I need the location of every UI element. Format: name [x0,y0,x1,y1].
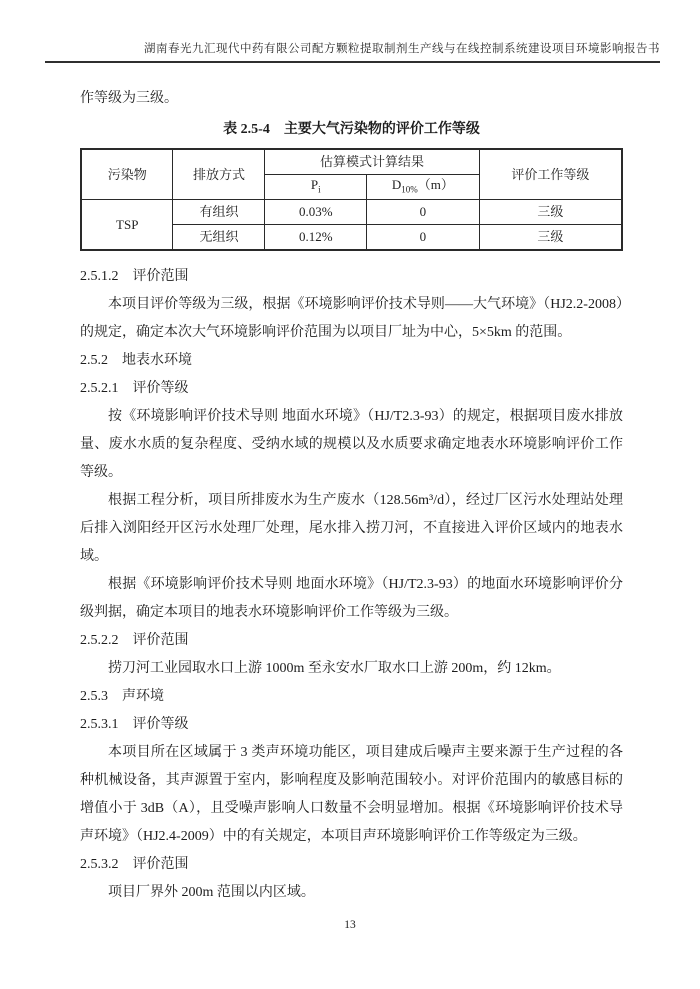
cell-d: 0 [367,225,480,251]
cell-pollutant: TSP [81,200,173,251]
section-heading-2-5-2-1: 2.5.2.1 评价等级 [80,381,189,396]
section-heading-2-5-2-2: 2.5.2.2 评价范围 [80,633,189,648]
paragraph-water-grade-conclusion: 根据《环境影响评价技术导则 地面水环境》（HJ/T2.3-93）的地面水环境影响评价分级判据，确定本项目的地表水环境影响评价工作等级为三级。 [80,577,623,620]
table-header-row-1 [81,149,622,175]
cell-pi: 0.03% [265,200,367,225]
section-heading-2-5-2: 2.5.2 地表水环境 [80,353,192,368]
header-cell-emission-mode: 排放方式 [173,149,265,200]
cell-d: 0 [367,200,480,225]
pollutant-evaluation-table [80,148,623,251]
paragraph-water-grade-basis: 按《环境影响评价技术导则 地面水环境》（HJ/T2.3-93）的规定，根据项目废水排放量、废水水质的复杂程度、受纳水域的规模以及水质要求确定地表水环境影响评价工作等级。 [80,409,623,480]
header-cell-estimation-result: 估算模式计算结果 [265,149,479,175]
paragraph-water-scope: 捞刀河工业园取水口上游 1000m 至永安水厂取水口上游 200m，约 12km。 [108,661,561,676]
pi-base: P [310,176,319,192]
continuation-paragraph: 作等级为三级。 [80,91,178,106]
table-caption: 表 2.5-4 主要大气污染物的评价工作等级 [223,122,480,137]
cell-mode: 有组织 [173,200,265,225]
cell-grade: 三级 [479,225,622,251]
paragraph-wastewater-analysis: 根据工程分析，项目所排废水为生产废水（128.56m³/d），经过厂区污水处理站处理后排入浏阳经开区污水处理厂处理，尾水排入捞刀河，不直接进入评价区域内的地表水域。 [80,493,623,564]
pi-subscript: i [318,184,321,195]
section-heading-2-5-3-1: 2.5.3.1 评价等级 [80,717,189,732]
cell-grade: 三级 [479,200,622,225]
section-heading-2-5-1-2: 2.5.1.2 评价范围 [80,269,189,284]
cell-pi: 0.12% [265,225,367,251]
page-header-title: 湖南春光九汇现代中药有限公司配方颗粒提取制剂生产线与在线控制系统建设项目环境影响报告书 [144,43,660,55]
page-header [45,40,660,63]
d-base: D [391,176,402,192]
paragraph-noise-scope: 项目厂界外 200m 范围以内区域。 [108,885,315,900]
section-heading-2-5-3: 2.5.3 声环境 [80,689,164,704]
page-content [80,85,623,907]
header-cell-d10 [367,175,480,200]
d-subscript: 10% [401,184,418,195]
section-heading-2-5-3-2: 2.5.3.2 评价范围 [80,857,189,872]
table-row [81,200,622,225]
header-cell-pi [265,175,367,200]
header-cell-work-grade: 评价工作等级 [479,149,622,200]
page-number: 13 [344,919,356,931]
paragraph-noise-grade: 本项目所在区域属于 3 类声环境功能区，项目建成后噪声主要来源于生产过程的各种机械设备，其声源置于室内，影响程度及影响范围较小。对评价范围内的敏感目标的增值小于 3dB（A），且受噪声影响人口数量不会明显增加。根据《环境影响评价技术导声环境》（HJ2.4-2009）中的有关规定，本项目声环境影响评价工作等级定为三级。 [80,745,623,844]
cell-mode: 无组织 [173,225,265,251]
paragraph-air-scope: 本项目评价等级为三级，根据《环境影响评价技术导则——大气环境》（HJ2.2-2008）的规定，确定本次大气环境影响评价范围为以项目厂址为中心，5×5km 的范围。 [80,297,623,340]
header-cell-pollutant: 污染物 [81,149,173,200]
d-unit-suffix: （m） [417,176,454,192]
